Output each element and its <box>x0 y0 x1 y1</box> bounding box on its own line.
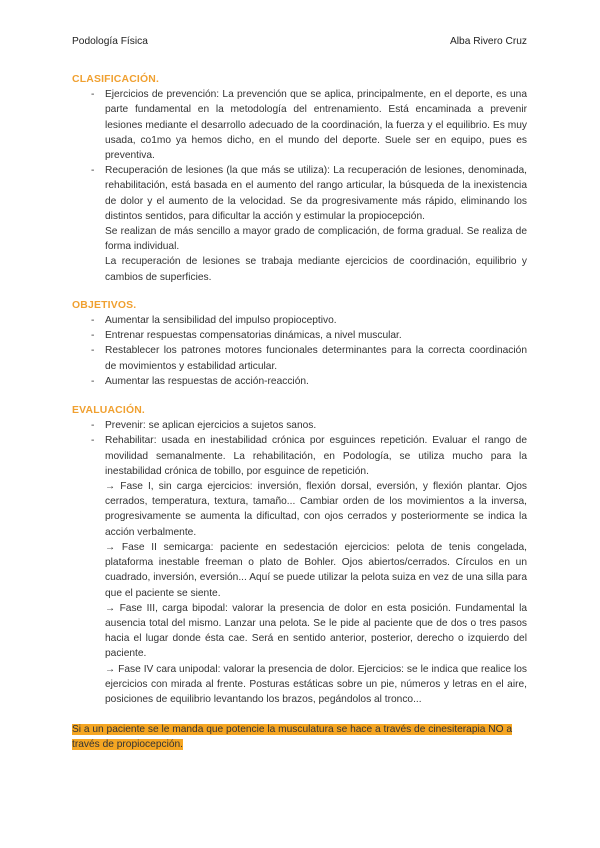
list-item: - Rehabilitar: usada en inestabilidad crónica por esguinces repetición. Evaluar el rango de movilidad semanalmente. La rehabilitación, en Podología, se utiliza mucho para la inestabilidad crónica de tobillo, por esguince de repetición. → Fase I, sin carga ejercicios: inversión, flexión dorsal, eversión, y flexión plantar. Ojos cerrados, temperatura, textura, tamaño... Cambiar orden de los movimientos a la inversa, progresivamente se aumenta la dificultad, con ojos cerrados y posteriormente se indica la acción verbalmente. → Fase II semicarga: paciente en sedestación ejercicios: pelota de tenis congelada, plataforma inestable freeman o plato de Bohler. Ojos abiertos/cerrados. Círculos en un cuadrado, inversión, eversión... Aquí se puede utilizar la pelota suiza en vez de una silla para que el paciente se siente. → Fase III, carga bipodal: valorar la presencia de dolor en esta posición. Fundamental la ausencia total del mismo. Lanzar una pelota. Se le pide al paciente que de dos o tres pasos hacia el lugar donde ésta cae. Será en sentido anterior, posterior, derecho o izquierdo del paciente. → Fase IV cara unipodal: valorar la presencia de dolor. Ejercicios: se le indica que realice los ejercicios con mirada al frente. Posturas estáticas sobre un pie, números y letras en el aire, posiciones de equilibrio levantando los brazos, pegándolos al tronco... <box>72 433 527 707</box>
list-item: - Prevenir: se aplican ejercicios a sujetos sanos. <box>72 418 527 433</box>
list-item: - Aumentar la sensibilidad del impulso propioceptivo. <box>72 313 527 328</box>
list-item: - Entrenar respuestas compensatorias dinámicas, a nivel muscular. <box>72 328 527 343</box>
list-item: - Recuperación de lesiones (la que más se utiliza): La recuperación de lesiones, denominada, rehabilitación, está basada en el aumento del rango articular, la búsqueda de la inexistencia de dolor y el aumento de la velocidad. Se da progresivamente más rápido, eliminando los distintos sentidos, para dificultar la acción y estimular la propiocepción. Se realizan de más sencillo a mayor grado de complicación, de forma gradual. Se realiza de forma individual. La recuperación de lesiones se trabaja mediante ejercicios de coordinación, equilibrio y cambios de superficies. <box>72 163 527 285</box>
list-item: - Ejercicios de prevención: La prevención que se aplica, principalmente, en el deporte, es una parte fundamental en la metodología del entrenamiento. Está encaminada a prevenir lesiones mediante el desarrollo adecuado de la coordinación, la fuerza y el equilibrio. Es muy usada, co1mo ya hemos dicho, en el mundo del deporte. Suele ser en equipo, pues es preventiva. <box>72 87 527 163</box>
heading-objetivos: OBJETIVOS. <box>72 299 137 311</box>
list-item: - Aumentar las respuestas de acción-reacción. <box>72 374 527 389</box>
heading-evaluacion: EVALUACIÓN. <box>72 405 146 417</box>
list-item: - Restablecer los patrones motores funcionales determinantes para la correcta coordinación de movimientos y estabilidad articular. <box>72 343 527 373</box>
list-evaluacion <box>72 418 527 707</box>
document-body <box>72 72 527 753</box>
heading-clasificacion: CLASIFICACIÓN. <box>72 74 160 85</box>
list-objetivos <box>72 313 527 389</box>
header-subject: Podología Física <box>72 36 148 47</box>
highlighted-note <box>72 722 527 752</box>
header-author: Alba Rivero Cruz <box>450 36 527 47</box>
note-text: Si a un paciente se le manda que potencie la musculatura se hace a través de cinesiterapia NO a través de propiocepción. <box>72 724 513 751</box>
list-clasificacion <box>72 87 527 285</box>
